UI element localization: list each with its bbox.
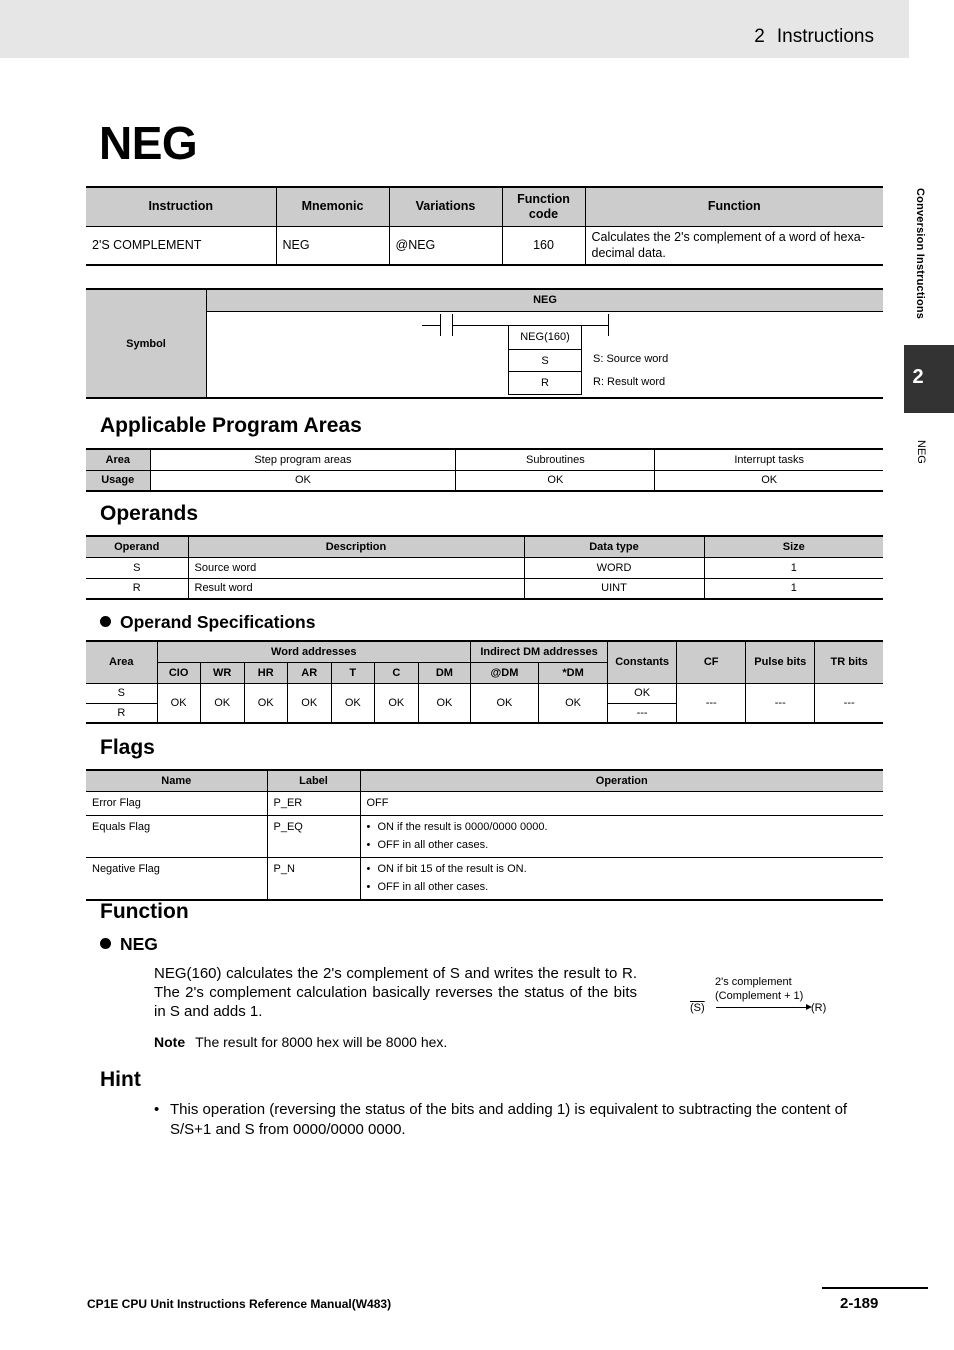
ladder-box-result: R (509, 371, 581, 394)
specs-cell: OK (539, 683, 608, 723)
bullet-icon (100, 938, 111, 949)
flag-op-cell (360, 816, 883, 858)
footer-rule (822, 1287, 928, 1289)
instr-cell-function-code: 160 (502, 226, 585, 265)
table-row (86, 858, 883, 901)
specs-col-at-dm: @DM (470, 662, 538, 683)
areas-cell: Step program areas (150, 449, 456, 470)
usage-cell: OK (456, 470, 655, 491)
usage-cell: OK (150, 470, 456, 491)
page-number: 2-189 (840, 1295, 879, 1312)
operand-specs-table (86, 640, 883, 724)
operand-type-cell: WORD (524, 557, 704, 578)
side-instruction-label: NEG (915, 440, 927, 464)
operands-header-data-type: Data type (524, 536, 704, 557)
heading-hint: Hint (100, 1068, 141, 1091)
table-row (86, 683, 883, 703)
instr-header-variations: Variations (389, 187, 502, 226)
flag-op-cell: OFF (360, 791, 883, 816)
instruction-table (86, 186, 883, 266)
operand-cell: R (86, 578, 188, 599)
operand-specs-title: Operand Specifications (120, 612, 316, 632)
flag-label-cell: P_EQ (267, 816, 360, 858)
ladder-box-source: S (509, 349, 581, 372)
operand-cell: S (86, 557, 188, 578)
specs-header-area: Area (86, 641, 157, 683)
specs-row-label: S (86, 683, 157, 703)
function-subheading: NEG (120, 934, 158, 954)
operands-table (86, 535, 883, 600)
page-title: NEG (99, 117, 198, 169)
specs-header-indirect: Indirect DM addresses (470, 641, 607, 662)
specs-row-label: R (86, 703, 157, 723)
specs-cell: OK (470, 683, 538, 723)
chapter-title: Instructions (776, 26, 874, 47)
side-chapter-tab: 2 (904, 345, 954, 413)
function-note (154, 1034, 447, 1050)
flag-name-cell: Negative Flag (86, 858, 267, 901)
specs-header-tr: TR bits (815, 641, 883, 683)
specs-constants-cell: --- (608, 703, 677, 723)
note-text: The result for 8000 hex will be 8000 hex. (195, 1034, 448, 1050)
specs-cell: OK (374, 683, 418, 723)
flag-op-cell (360, 858, 883, 901)
specs-col-t: T (331, 662, 374, 683)
flag-op-item: • OFF in all other cases. (367, 837, 878, 855)
flag-name-cell: Equals Flag (86, 816, 267, 858)
areas-cell: Interrupt tasks (655, 449, 883, 470)
flags-header-operation: Operation (360, 770, 883, 791)
side-section-label: Conversion Instructions (914, 188, 926, 320)
specs-header-pulse: Pulse bits (746, 641, 815, 683)
diagram-label-line2: (Complement + 1) (715, 990, 804, 1002)
operand-size-cell: 1 (704, 557, 883, 578)
table-row (86, 578, 883, 599)
function-description: NEG(160) calculates the 2's complement of S and writes the result to R. The 2's complement calculation basically reverses the status of the bits in S and adds 1. (154, 965, 637, 1020)
symbol-result-desc: R: Result word (593, 376, 666, 388)
flag-op-item: • ON if bit 15 of the result is ON. (367, 861, 878, 879)
operand-desc-cell: Result word (188, 578, 524, 599)
chapter-heading (754, 26, 874, 48)
bullet-icon (100, 616, 111, 627)
instr-header-function-code: Function code (502, 187, 585, 226)
heading-operand-specs (100, 612, 315, 633)
note-label: Note (154, 1034, 186, 1050)
heading-function: Function (100, 900, 189, 923)
specs-header-word-addresses: Word addresses (157, 641, 470, 662)
ladder-rail-left (422, 325, 440, 326)
specs-col-wr: WR (200, 662, 244, 683)
specs-cell: OK (418, 683, 470, 723)
areas-header-usage: Usage (86, 470, 150, 491)
heading-function-neg (100, 934, 158, 955)
areas-cell: Subroutines (456, 449, 655, 470)
heading-flags: Flags (100, 736, 155, 759)
arrow-line (716, 1007, 808, 1008)
diagram-result: (R) (811, 1002, 827, 1014)
flag-op-item: • OFF in all other cases. (367, 879, 878, 897)
flags-header-label: Label (267, 770, 360, 791)
specs-cell: OK (287, 683, 331, 723)
instr-cell-instruction: 2'S COMPLEMENT (86, 226, 276, 265)
table-row (86, 791, 883, 816)
ladder-instruction-box (508, 325, 582, 395)
specs-col-cio: CIO (157, 662, 200, 683)
specs-header-cf: CF (677, 641, 746, 683)
specs-cell: OK (157, 683, 200, 723)
areas-header-area: Area (86, 449, 150, 470)
specs-col-c: C (374, 662, 418, 683)
specs-col-ar: AR (287, 662, 331, 683)
flags-table (86, 769, 883, 901)
symbol-source-desc: S: Source word (593, 353, 669, 365)
instr-cell-mnemonic: NEG (276, 226, 389, 265)
flag-label-cell: P_ER (267, 791, 360, 816)
operand-size-cell: 1 (704, 578, 883, 599)
operand-desc-cell: Source word (188, 557, 524, 578)
flags-header-name: Name (86, 770, 267, 791)
heading-operands: Operands (100, 502, 199, 525)
specs-col-dm: DM (418, 662, 470, 683)
symbol-label: Symbol (86, 290, 207, 397)
operands-header-operand: Operand (86, 536, 188, 557)
program-areas-table (86, 448, 883, 492)
instr-header-function: Function (585, 187, 883, 226)
ladder-wire-right (582, 325, 608, 326)
specs-constants-cell: OK (608, 683, 677, 703)
flag-op-item: • ON if the result is 0000/0000 0000. (367, 819, 878, 837)
ladder-box-mnemonic: NEG(160) (520, 331, 570, 343)
specs-cell: OK (331, 683, 374, 723)
instr-header-instruction: Instruction (86, 187, 276, 226)
specs-pulse-cell: --- (746, 683, 815, 723)
table-row (86, 816, 883, 858)
symbol-block (86, 288, 883, 399)
instr-header-mnemonic: Mnemonic (276, 187, 389, 226)
table-row (86, 557, 883, 578)
specs-col-hr: HR (244, 662, 287, 683)
instr-cell-variations: @NEG (389, 226, 502, 265)
footer-manual-title: CP1E CPU Unit Instructions Reference Manual(W483) (87, 1297, 392, 1311)
ladder-wire (452, 325, 508, 326)
operands-header-size: Size (704, 536, 883, 557)
specs-cell: OK (200, 683, 244, 723)
ladder-rail-right (608, 314, 609, 336)
diagram-label-line1: 2's complement (715, 976, 792, 988)
complement-diagram (688, 974, 838, 1019)
diagram-source: (S) (690, 1002, 705, 1014)
hint-item (154, 1100, 884, 1140)
symbol-heading: NEG (207, 290, 883, 312)
specs-cell: OK (244, 683, 287, 723)
flag-name-cell: Error Flag (86, 791, 267, 816)
heading-program-areas: Applicable Program Areas (100, 414, 362, 437)
operands-header-description: Description (188, 536, 524, 557)
ladder-contact-left (440, 314, 441, 336)
bullet-icon: • (154, 1101, 160, 1118)
chapter-number: 2 (754, 26, 765, 47)
specs-cf-cell: --- (677, 683, 746, 723)
specs-tr-cell: --- (815, 683, 883, 723)
operand-type-cell: UINT (524, 578, 704, 599)
specs-header-constants: Constants (608, 641, 677, 683)
specs-col-star-dm: *DM (539, 662, 608, 683)
instr-cell-function: Calculates the 2's complement of a word of hexa-decimal data. (585, 226, 883, 265)
hint-text: This operation (reversing the status of the bits and adding 1) is equivalent to subtracting the content of S/S+1 and S from 0000/0000 0000. (170, 1101, 848, 1138)
usage-cell: OK (655, 470, 883, 491)
flag-label-cell: P_N (267, 858, 360, 901)
